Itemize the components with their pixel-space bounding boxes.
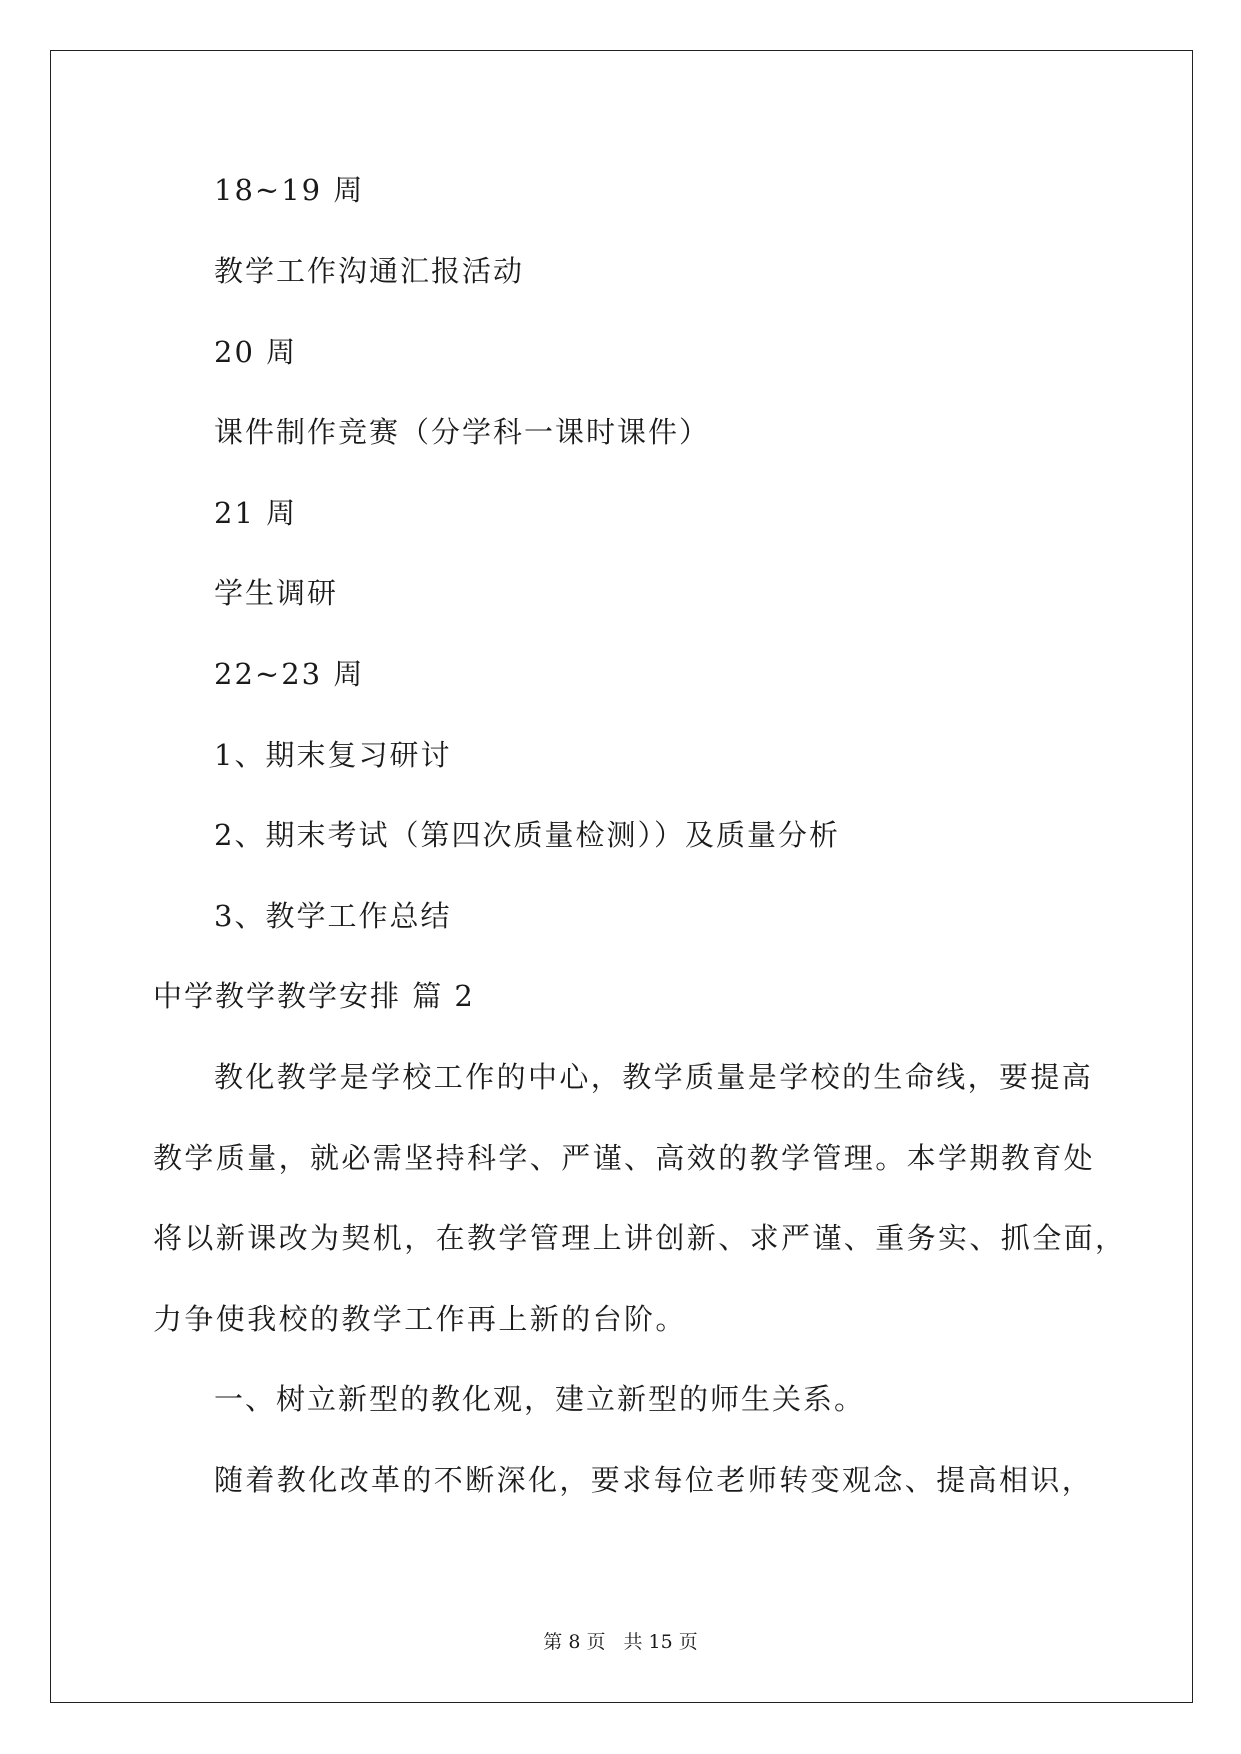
schedule-activity-report: 教学工作沟通汇报活动	[214, 254, 525, 288]
schedule-week-20: 20 周	[214, 335, 298, 369]
paragraph-line: 教化教学是学校工作的中心，教学质量是学校的生命线，要提高	[214, 1060, 1094, 1094]
section-heading: 中学教学教学安排 篇 2	[153, 979, 475, 1013]
schedule-task-review: 1、期末复习研讨	[214, 738, 452, 772]
schedule-activity-courseware: 课件制作竞赛（分学科一课时课件）	[214, 415, 711, 449]
page-footer	[0, 1630, 1241, 1654]
schedule-week-21: 21 周	[214, 496, 298, 530]
schedule-activity-survey: 学生调研	[214, 576, 339, 610]
page-total: 共 15 页	[623, 1631, 698, 1653]
paragraph-line: 教学质量，就必需坚持科学、严谨、高效的教学管理。本学期教育处	[153, 1141, 1096, 1175]
schedule-week-22-23: 22~23 周	[214, 657, 365, 691]
paragraph-line: 将以新课改为契机，在教学管理上讲创新、求严谨、重务实、抓全面，	[153, 1221, 1127, 1255]
paragraph-line: 力争使我校的教学工作再上新的台阶。	[153, 1302, 687, 1336]
schedule-week-18-19: 18~19 周	[214, 173, 365, 207]
page-number: 第 8 页	[543, 1631, 606, 1653]
schedule-task-summary: 3、教学工作总结	[214, 899, 452, 933]
schedule-task-exam: 2、期末考试（第四次质量检测））及质量分析	[214, 818, 840, 852]
page-border	[50, 50, 1193, 1703]
paragraph-line: 随着教化改革的不断深化，要求每位老师转变观念、提高相识，	[214, 1463, 1094, 1497]
point-heading: 一、树立新型的教化观，建立新型的师生关系。	[214, 1382, 866, 1416]
